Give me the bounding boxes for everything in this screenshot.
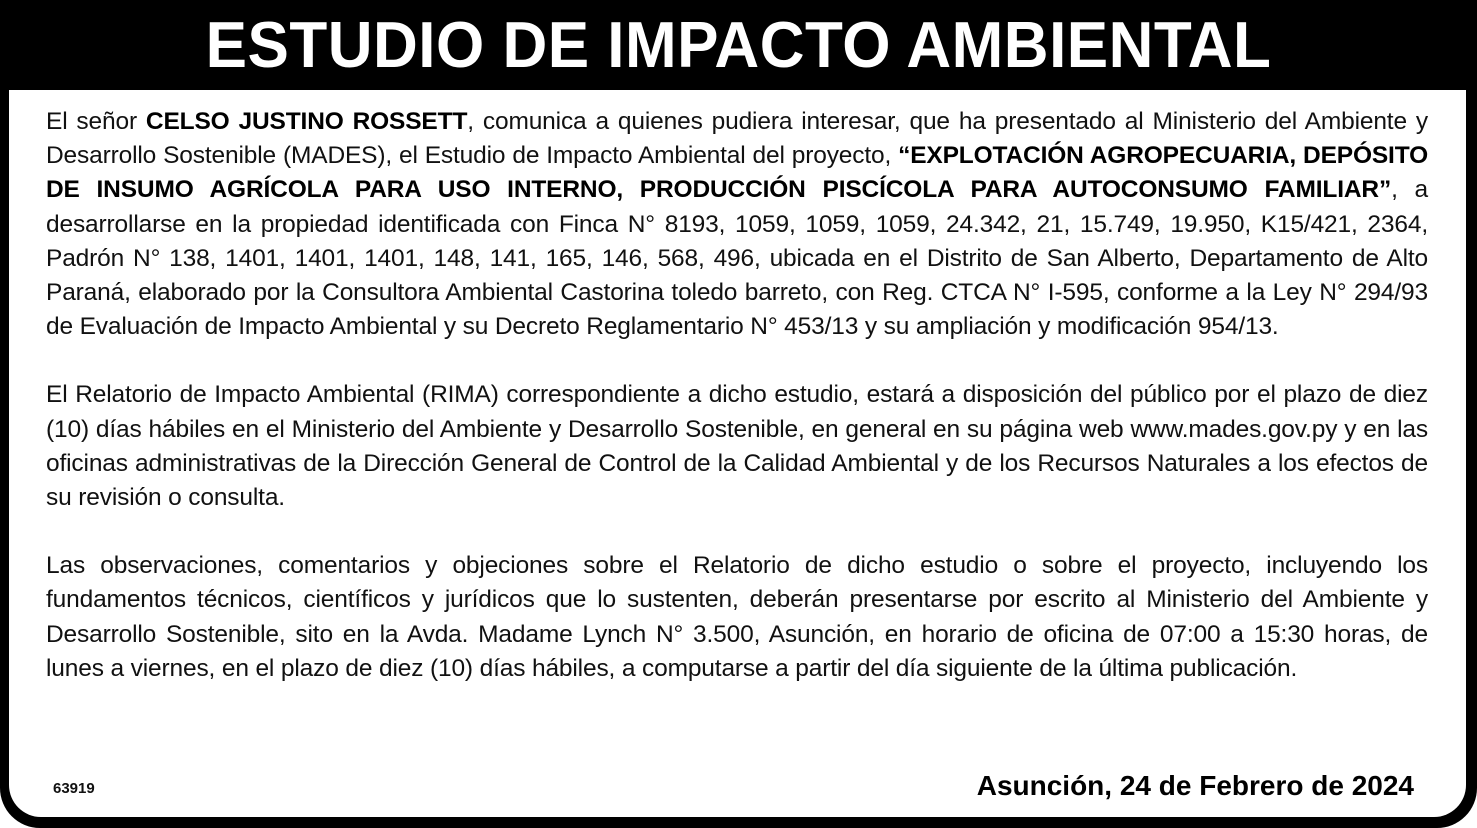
notice-body xyxy=(46,105,1428,720)
paragraph-1-text-a: El señor xyxy=(46,108,146,135)
notice-header xyxy=(0,0,1477,90)
paragraph-observations: Las observaciones, comentarios y objeciones sobre el Relatorio de dicho estudio o sobre el proyecto, incluyendo los fundamentos técnicos, científicos y jurídicos que lo sustenten, deberán presentarse por escrito al Ministerio del Ambiente y Desarrollo Sostenible, sito en la Avda. Madame Lynch N° 3.500, Asunción, en horario de oficina de 07:00 a 15:30 horas, de lunes a viernes, en el plazo de diez (10) días hábiles, a computarse a partir del día siguiente de la última publicación. xyxy=(46,552,1428,682)
notice-title: ESTUDIO DE IMPACTO AMBIENTAL xyxy=(205,9,1272,82)
paragraph-1-text-b: , comunica a quienes pudiera interesar, que ha presentado al Ministerio del Ambiente y Desarrollo Sostenible (MADES), el Estudio de Impacto Ambiental del proyecto, xyxy=(46,108,1428,170)
publication-code: 63919 xyxy=(53,780,95,797)
applicant-name: CELSO JUSTINO ROSSETT xyxy=(145,108,468,135)
paragraph-announcement xyxy=(46,105,1428,344)
notice-content xyxy=(9,90,1466,817)
project-name: “EXPLOTACIÓN AGROPECUARIA, DEPÓSITO DE INSUMO AGRÍCOLA PARA USO INTERNO, PRODUCCIÓN PISCÍCOLA PARA AUTOCONSUMO FAMILIAR” xyxy=(46,142,1428,204)
place-date-signoff: Asunción, 24 de Febrero de 2024 xyxy=(976,770,1414,801)
paragraph-rima: El Relatorio de Impacto Ambiental (RIMA) correspondiente a dicho estudio, estará a disposición del público por el plazo de diez (10) días hábiles en el Ministerio del Ambiente y Desarrollo Sostenible, en general en su página web www.mades.gov.py y en las oficinas administrativas de la Dirección General de Control de la Calidad Ambiental y de los Recursos Naturales a los efectos de su revisión o consulta. xyxy=(46,381,1428,512)
paragraph-1-text-c: , a desarrollarse en la propiedad identificada con Finca N° 8193, 1059, 1059, 1059, 24.342, 21, 15.749, 19.950, K15/421, 2364, Padrón N° 138, 1401, 1401, 1401, 148, 141, 165, 146, 568, 496, ubicada en el Distrito de San Alberto, Departamento de Alto Paraná, elaborado por la Consultora Ambiental Castorina toledo barreto, con Reg. CTCA N° I-595, conforme a la Ley N° 294/93 de Evaluación de Impacto Ambiental y su Decreto Reglamentario N° 453/13 y su ampliación y modificación 954/13. xyxy=(46,176,1428,341)
